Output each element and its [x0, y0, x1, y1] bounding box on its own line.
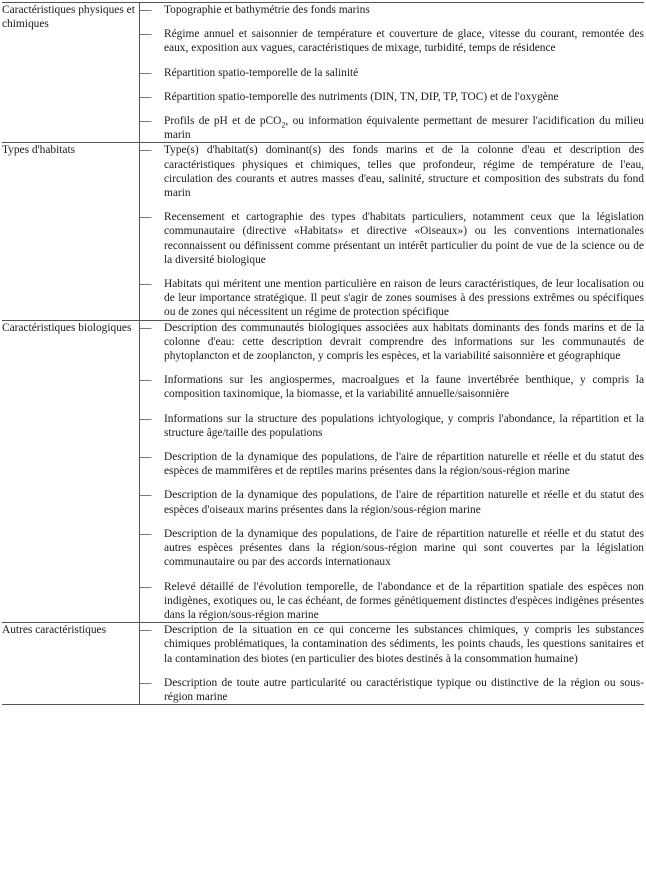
- item-text: Topographie et bathymétrie des fonds marins: [164, 4, 370, 16]
- row-items: [140, 320, 645, 622]
- list-item: [140, 66, 644, 80]
- row-label: Autres caractéristiques: [2, 623, 140, 705]
- dash-bullet: —: [140, 527, 152, 540]
- item-text: Relevé détaillé de l'évolution temporelle, de l'abondance et de la répartition spatiale des espèces non indigènes, exotiques ou, le cas échéant, de formes génétiquement distinctes d'espèces indigènes présentes dans la région/sous-région marine: [164, 580, 644, 621]
- item-text: Informations sur la structure des populations ichtyologique, y compris l'abondance, la répartition et la structure âge/taille des populations: [164, 412, 644, 439]
- list-item: [140, 373, 644, 401]
- row-label: Caractéristiques physiques et chimiques: [2, 3, 140, 143]
- list-item: [140, 623, 644, 666]
- dash-bullet: —: [140, 412, 152, 425]
- list-item: [140, 27, 644, 55]
- dash-bullet: —: [140, 451, 152, 464]
- dash-bullet: —: [140, 676, 152, 689]
- row-items: [140, 3, 645, 143]
- characteristics-table: [2, 2, 644, 705]
- item-text: Description de la dynamique des populations, de l'aire de répartition naturelle et réelle et du statut des autres espèces présentes dans la région/sous-région marine qui sont couvertes par la législation communautaire ou par des accords internationaux: [164, 527, 644, 569]
- item-text: Répartition spatio-temporelle des nutriments (DIN, TN, DIP, TP, TOC) et de l'oxygène: [164, 90, 559, 103]
- dash-bullet: —: [140, 115, 152, 128]
- list-item: [140, 114, 644, 142]
- item-text: [164, 114, 644, 142]
- list-item: [140, 580, 644, 623]
- table-row-other: [2, 623, 644, 705]
- list-item: [140, 450, 644, 478]
- item-text-subscript: 2: [281, 120, 286, 130]
- list-item: [140, 3, 644, 17]
- item-text: Description de la dynamique des populations, de l'aire de répartition naturelle et réelle et du statut des espèces de mammifères et de reptiles marins présentes dans la région/sous-région marine: [164, 451, 644, 478]
- list-item: [140, 676, 644, 704]
- item-text: Informations sur les angiospermes, macroalgues et la faune invertébrée benthique, y compris la composition taxinomique, la biomasse, et la variabilité annuelle/saisonnière: [164, 374, 644, 401]
- dash-bullet: —: [140, 28, 152, 41]
- item-text: Description des communautés biologiques associées aux habitats dominants des fonds marins et de la colonne d'eau: cette description devrait comprendre des informations sur les communautés de phytoplancton et de zooplancton, y compris les espèces, et la variabilité saisonnière et géographique: [164, 321, 644, 363]
- dash-bullet: —: [140, 489, 152, 502]
- row-label: Types d'habitats: [2, 143, 140, 320]
- dash-bullet: —: [140, 4, 152, 16]
- item-text-before: Profils de pH et de pCO: [164, 115, 282, 128]
- item-text: Régime annuel et saisonnier de température et couverture de glace, vitesse du courant, remontée des eaux, exposition aux vagues, caractéristiques de mixage, turbidité, temps de résidence: [164, 28, 644, 55]
- dash-bullet: —: [140, 624, 152, 637]
- item-text: Habitats qui méritent une mention particulière en raison de leurs caractéristiques, de leur localisation ou de leur importance stratégique. Il peut s'agir de zones soumises à des pressions extrêmes ou spécifiques ou de zones qui nécessitent un régime de protection spécifique: [164, 278, 644, 319]
- list-item: [140, 527, 644, 570]
- dash-bullet: —: [140, 321, 152, 334]
- item-text: Description de toute autre particularité ou caractéristique typique ou distinctive de la région ou sous-région marine: [164, 676, 644, 703]
- row-label: Caractéristiques biologiques: [2, 320, 140, 622]
- item-text-after: , ou information équivalente permettant de mesurer l'acidification du milieu marin: [164, 115, 644, 142]
- list-item: [140, 90, 644, 104]
- dash-bullet: —: [140, 66, 152, 79]
- dash-bullet: —: [140, 144, 152, 157]
- dash-bullet: —: [140, 90, 152, 103]
- table-row-habitat-types: [2, 143, 644, 320]
- dash-bullet: —: [140, 374, 152, 387]
- row-items: [140, 623, 645, 705]
- list-item: [140, 412, 644, 440]
- list-item: [140, 321, 644, 364]
- table-row-biological: [2, 320, 644, 622]
- list-item: [140, 143, 644, 200]
- list-item: [140, 277, 644, 320]
- row-items: [140, 143, 645, 320]
- item-text: Répartition spatio-temporelle de la salinité: [164, 66, 359, 79]
- dash-bullet: —: [140, 278, 152, 291]
- dash-bullet: —: [140, 211, 152, 224]
- item-text: Type(s) d'habitat(s) dominant(s) des fonds marins et de la colonne d'eau et description des caractéristiques physiques et chimiques, telles que profondeur, régime de température de l'eau, circulation des courants et autres masses d'eau, salinité, structure et composition des substrats du fond marin: [164, 144, 644, 200]
- list-item: [140, 210, 644, 267]
- dash-bullet: —: [140, 580, 152, 593]
- item-text: Recensement et cartographie des types d'habitats particuliers, notamment ceux que la législation communautaire (directive «Habitats» et directive «Oiseaux») ou les conventions internationales reconnaissent ou définissent comme présentant un intérêt particulier du point de vue de la science ou de la diversité biologique: [164, 211, 644, 266]
- item-text: Description de la dynamique des populations, de l'aire de répartition naturelle et réelle et du statut des espèces d'oiseaux marins présentes dans la région/sous-région marine: [164, 489, 644, 516]
- list-item: [140, 488, 644, 516]
- table-row-physical-chemical: [2, 3, 644, 143]
- item-text: Description de la situation en ce qui concerne les substances chimiques, y compris les substances chimiques problématiques, la contamination des sédiments, les points chauds, les questions sanitaires et la contamination des biotes (en particulier des biotes destinés à la consommation humaine): [164, 624, 644, 665]
